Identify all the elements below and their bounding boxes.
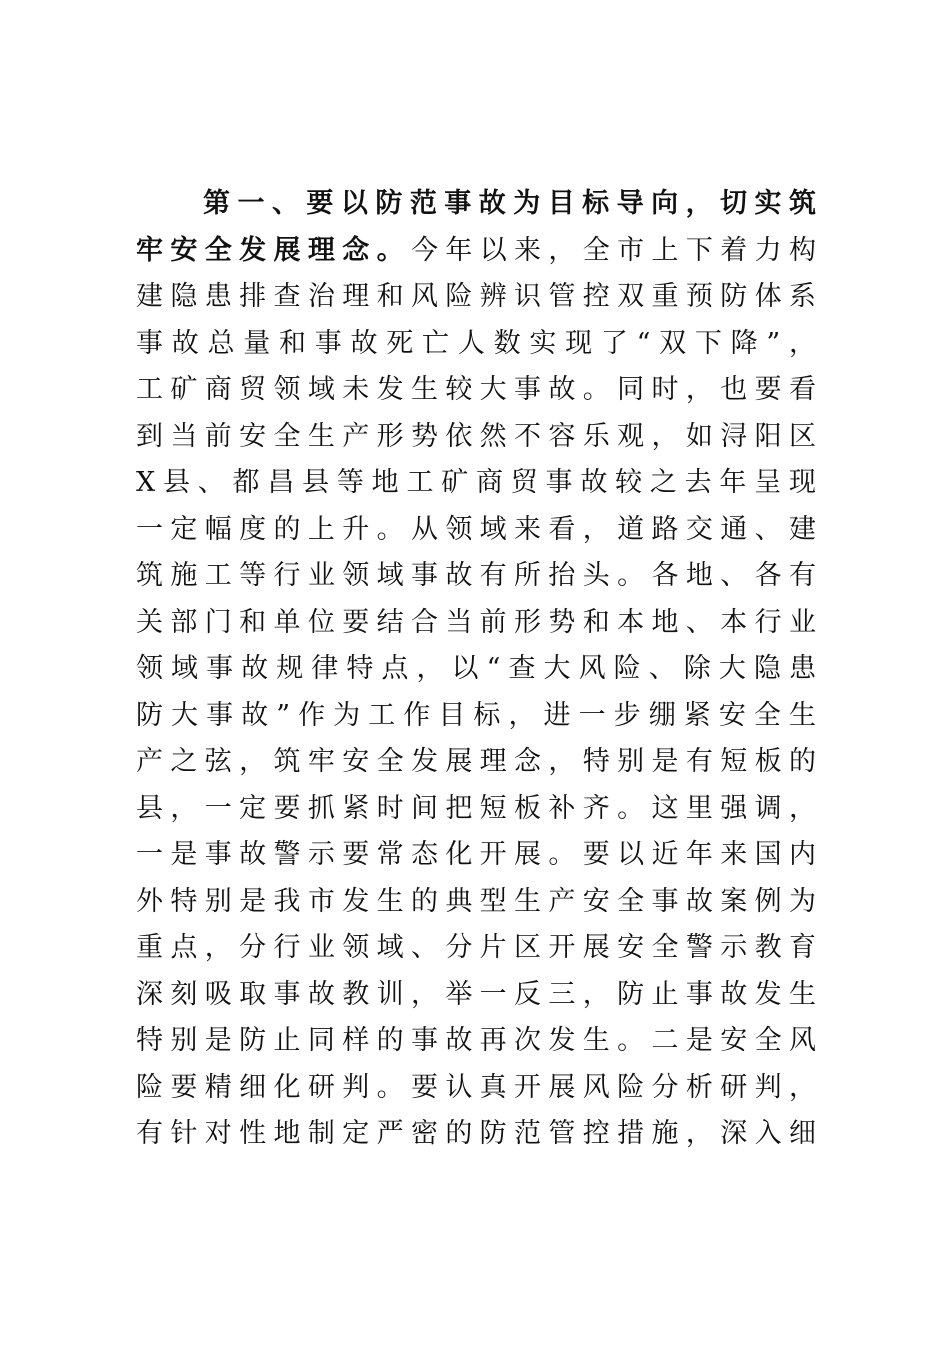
text-line-4: 事故总量和事故死亡人数实现了“双下降”， [136, 327, 816, 359]
text-line-21: 有针对性地制定严密的防范管控措施，深入细 [136, 1118, 816, 1149]
text-line-5: 工矿商贸领域未发生较大事故。同时，也要看 [136, 374, 816, 405]
text-line-12: 防大事故”作为工作目标，进一步绷紧安全生 [136, 699, 816, 731]
text-line-6: 到当前安全生产形势依然不容乐观，如浔阳区 [136, 420, 816, 452]
text-line-3: 建隐患排查治理和风险辨识管控双重预防体系 [136, 281, 816, 312]
heading-line-2: 牢安全发展理念。 [136, 234, 411, 266]
text-line-19: 特别是防止同样的事故再次发生。二是安全风 [136, 1025, 816, 1056]
text-line-18: 深刻吸取事故教训，举一反三，防止事故发生 [136, 978, 816, 1010]
text-line-9: 筑施工等行业领域事故有所抬头。各地、各有 [136, 560, 816, 591]
text-line-2 [136, 228, 816, 275]
text-line-14: 县，一定要抓紧时间把短板补齐。这里强调， [136, 792, 816, 824]
text-line-17: 重点，分行业领域、分片区开展安全警示教育 [136, 932, 816, 963]
text-line-15: 一是事故警示要常态化开展。要以近年来国内 [136, 839, 816, 870]
text-line-7: X县、都昌县等地工矿商贸事故较之去年呈现 [136, 467, 816, 498]
body-text [136, 181, 816, 1158]
text-line-8: 一定幅度的上升。从领域来看，道路交通、建 [136, 513, 816, 545]
heading-line-1: 第一、要以防范事故为目标导向，切实筑 [203, 188, 816, 219]
text-line-20: 险要精细化研判。要认真开展风险分析研判， [136, 1071, 816, 1103]
text-line-10: 关部门和单位要结合当前形势和本地、本行业 [136, 606, 816, 638]
text-line-13: 产之弦，筑牢安全发展理念，特别是有短板的 [136, 746, 816, 777]
text-line-11: 领域事故规律特点，以“查大风险、除大隐患 [136, 653, 816, 684]
text-line-16: 外特别是我市发生的典型生产安全事故案例为 [136, 885, 816, 917]
text-line-2-rest: 今年以来，全市上下着力构 [410, 234, 817, 266]
